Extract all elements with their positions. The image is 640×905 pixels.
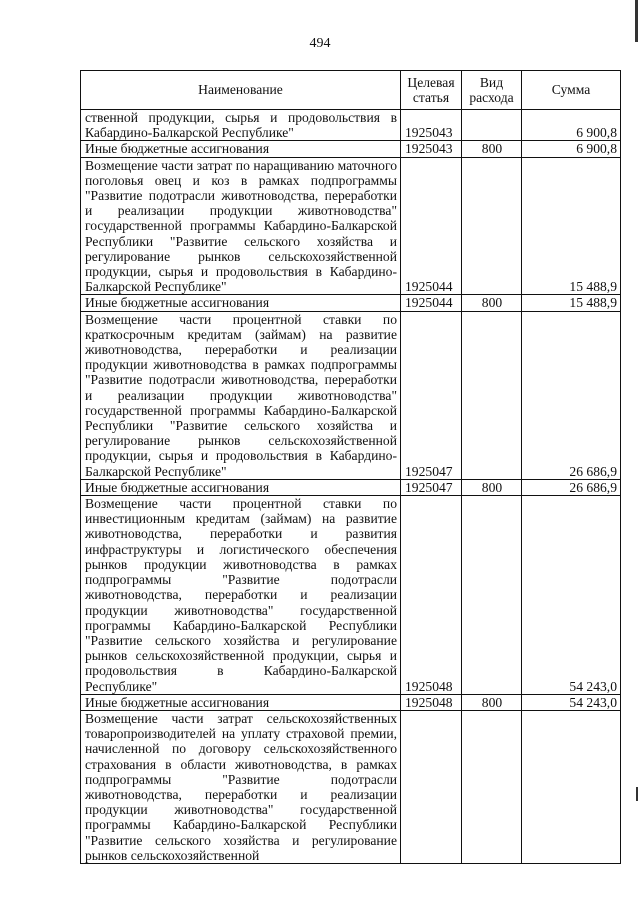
row-target: 1925044: [401, 157, 462, 295]
row-target: 1925043: [401, 110, 462, 141]
row-type: 800: [462, 295, 522, 311]
row-target: 1925048: [401, 694, 462, 710]
row-target: 1925047: [401, 311, 462, 479]
header-type-line1: Вид: [479, 74, 504, 90]
row-sum: 6 900,8: [522, 141, 621, 157]
row-name: Возмещение части затрат по наращиванию маточного поголовья овец и коз в рамках подпрограммы "Развитие подотрасли животноводства, переработки и реализации продукции животноводства" государственной программы Кабардино-Балкарской Республики "Развитие сельского хозяйства и регулирование рынков сельскохозяйственной продукции, сырья и продовольствия в Кабардино-Балкарской Республике": [81, 157, 401, 295]
row-sum: 54 243,0: [522, 694, 621, 710]
table-header-row: [81, 71, 621, 110]
row-type: [462, 311, 522, 479]
table-row: [81, 157, 621, 295]
table-row: [81, 311, 621, 479]
header-target-line2: статья: [412, 90, 450, 105]
row-name: Возмещение части процентной ставки по инвестиционным кредитам (займам) на развитие животноводства, переработки и развития инфраструктуры и логистического обеспечения рынков продукции животноводства в рамках подпрограммы "Развитие подотрасли животноводства, переработки и реализации продукции животноводства" государственной программы Кабардино-Балкарской Республики "Развитие сельского хозяйства и регулирование рынков сельскохозяйственной продукции, сырья и продовольствия в Кабардино-Балкарской Республике": [81, 496, 401, 695]
row-type: 800: [462, 694, 522, 710]
row-target: [401, 710, 462, 863]
scan-edge-mark-bottom: [636, 787, 638, 801]
table-row: [81, 141, 621, 157]
row-name: Иные бюджетные ассигнования: [81, 141, 401, 157]
row-target: 1925048: [401, 496, 462, 695]
row-name: Возмещение части затрат сельскохозяйственных товаропроизводителей на уплату страховой премии, начисленной по договору сельскохозяйственного страхования в области животноводства, в рамках подпрограммы "Развитие подотрасли животноводства, переработки и реализации продукции животноводства" государственной программы Кабардино-Балкарской Республики "Развитие сельского хозяйства и регулирование рынков сельскохозяйственной: [81, 710, 401, 863]
row-type: [462, 110, 522, 141]
header-name: Наименование: [81, 71, 401, 110]
header-target: [401, 71, 462, 110]
table-row: [81, 496, 621, 695]
row-sum: 15 488,9: [522, 295, 621, 311]
row-sum: [522, 710, 621, 863]
budget-table: [80, 70, 621, 864]
scan-edge-mark-top: [635, 0, 638, 42]
row-type: [462, 157, 522, 295]
row-name: Иные бюджетные ассигнования: [81, 694, 401, 710]
row-sum: 54 243,0: [522, 496, 621, 695]
header-type-line2: расхода: [469, 90, 514, 105]
header-target-line1: Целевая: [407, 74, 455, 90]
table-row: [81, 479, 621, 495]
table-row: [81, 110, 621, 141]
page-number: 494: [309, 36, 331, 51]
row-sum: 26 686,9: [522, 479, 621, 495]
row-type: 800: [462, 141, 522, 157]
row-name: Иные бюджетные ассигнования: [81, 295, 401, 311]
row-type: [462, 710, 522, 863]
row-name: Возмещение части процентной ставки по краткосрочным кредитам (займам) на развитие животноводства, переработки и реализации продукции животноводства в рамках подпрограммы "Развитие подотрасли животноводства, переработки и реализации продукции животноводства" государственной программы Кабардино-Балкарской Республики "Развитие сельского хозяйства и регулирование рынков сельскохозяйственной продукции, сырья и продовольствия в Кабардино-Балкарской Республике": [81, 311, 401, 479]
row-name: ственной продукции, сырья и продовольствия в Кабардино-Балкарской Республике": [81, 110, 401, 141]
row-target: 1925043: [401, 141, 462, 157]
header-sum: Сумма: [522, 71, 621, 110]
row-type: [462, 496, 522, 695]
row-sum: 26 686,9: [522, 311, 621, 479]
table-row: [81, 710, 621, 863]
table-row: [81, 694, 621, 710]
row-sum: 15 488,9: [522, 157, 621, 295]
row-type: 800: [462, 479, 522, 495]
row-sum: 6 900,8: [522, 110, 621, 141]
row-target: 1925044: [401, 295, 462, 311]
row-name: Иные бюджетные ассигнования: [81, 479, 401, 495]
table-row: [81, 295, 621, 311]
row-target: 1925047: [401, 479, 462, 495]
header-type: [462, 71, 522, 110]
